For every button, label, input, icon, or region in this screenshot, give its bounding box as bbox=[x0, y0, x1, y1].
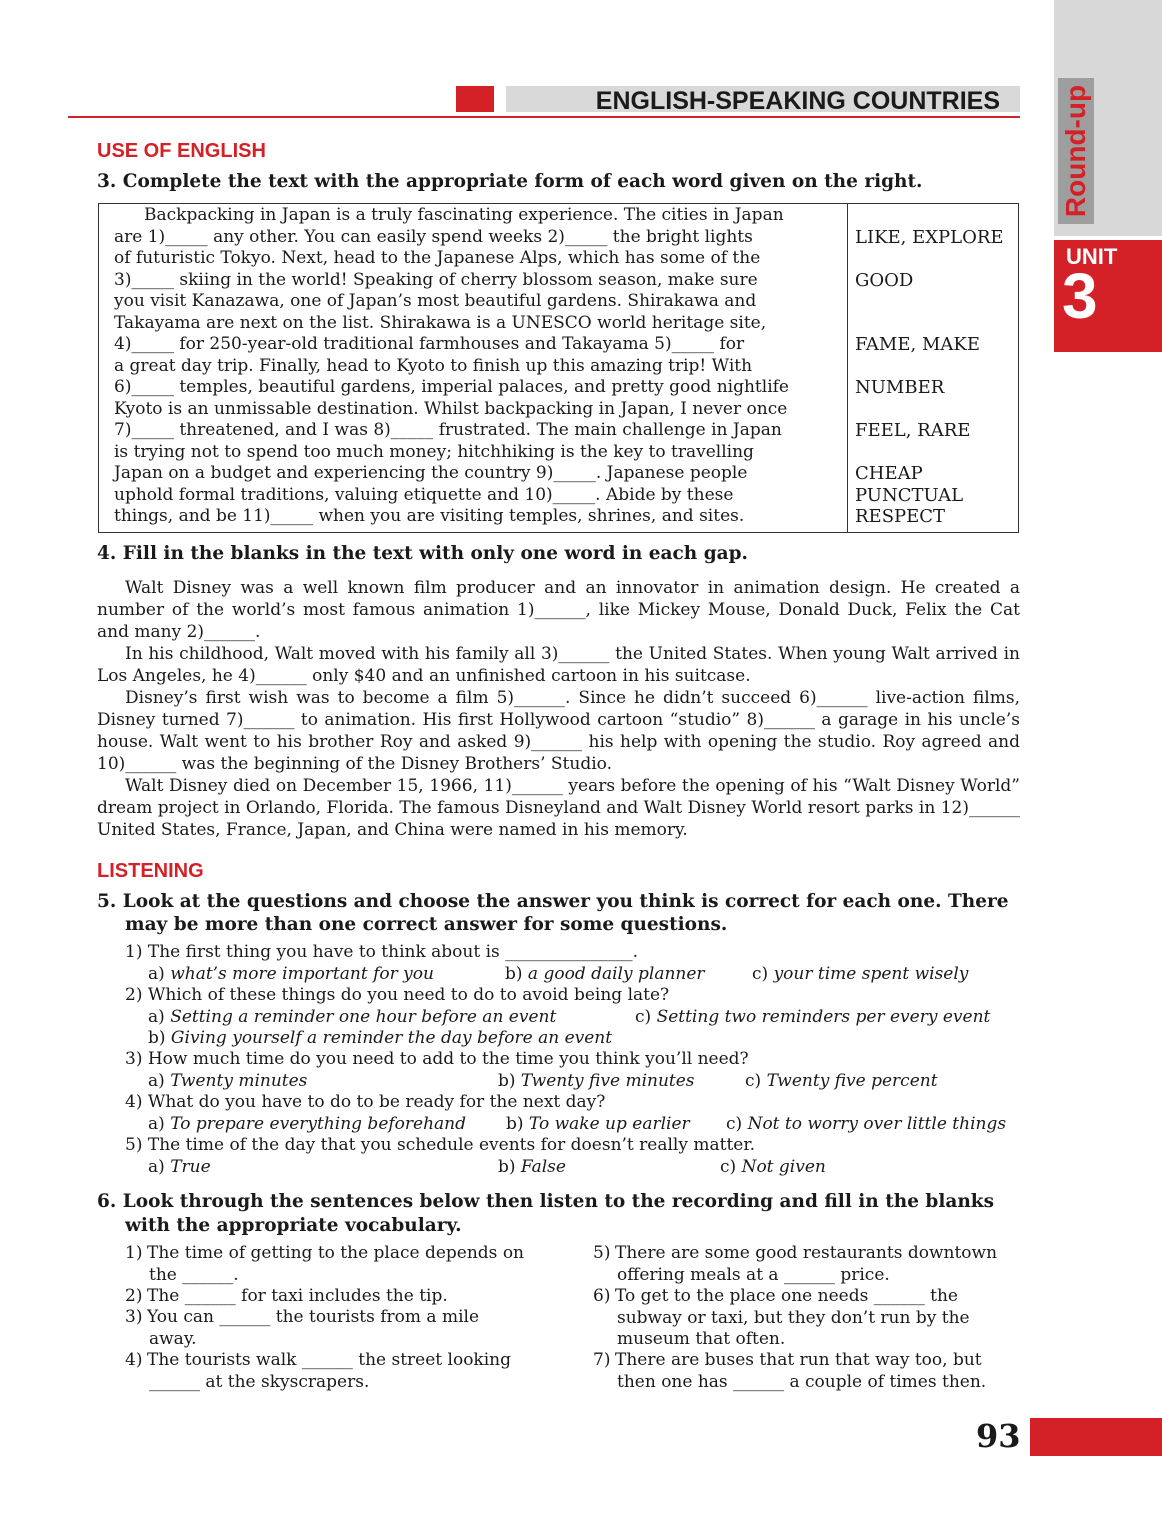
task5-option: b) False bbox=[498, 1157, 566, 1177]
header-rule bbox=[68, 116, 1020, 118]
task3-line: 7)_____ threatened, and I was 8)_____ frustrated. The main challenge in Japan bbox=[114, 420, 782, 440]
section-heading-listening: LISTENING bbox=[97, 860, 204, 882]
task5-instruction-line2: may be more than one correct answer for some questions. bbox=[125, 914, 728, 935]
task5-option: a) Twenty minutes bbox=[148, 1071, 308, 1091]
task3-table-divider bbox=[847, 203, 848, 533]
task6-instruction-line1: 6. Look through the sentences below then listen to the recording and fill in the blanks bbox=[97, 1191, 995, 1212]
task5-question: 2) Which of these things do you need to do to avoid being late? bbox=[125, 985, 670, 1005]
task3-line: Kyoto is an unmissable destination. Whilst backpacking in Japan, I never once bbox=[114, 398, 788, 419]
task5-option: c) your time spent wisely bbox=[752, 964, 969, 984]
task3-cue: RESPECT bbox=[855, 506, 946, 527]
task4-paragraph: Disney’s first wish was to become a film 5)______. Since he didn’t succeed 6)______ live-action films, Disney turned 7)______ to animation. His first Hollywood cartoon “studio” 8)______ a garage in his uncle’s house. Walt went to his brother Roy and asked 9)______ his help with opening the studio. Roy agreed and 10)______ was the beginning of the Disney Brothers’ Studio. bbox=[97, 688, 1020, 774]
task5-question: 5) The time of the day that you schedule events for doesn’t really matter. bbox=[125, 1135, 756, 1155]
task5-option: c) Not to worry over little things bbox=[726, 1114, 1007, 1134]
task5-option: a) Setting a reminder one hour before an event bbox=[148, 1007, 557, 1027]
task5-instruction-line1: 5. Look at the questions and choose the answer you think is correct for each one. There bbox=[97, 891, 1009, 912]
task5-option: b) To wake up earlier bbox=[506, 1114, 690, 1134]
roundup-label-wrap bbox=[1058, 78, 1094, 224]
task3-cue: LIKE, EXPLORE bbox=[855, 227, 1004, 248]
task4-instruction: 4. Fill in the blanks in the text with only one word in each gap. bbox=[97, 543, 748, 564]
task5-option: b) Giving yourself a reminder the day before an event bbox=[148, 1028, 613, 1048]
task3-cue: FAME, MAKE bbox=[855, 334, 980, 355]
task5-option: a) True bbox=[148, 1157, 211, 1177]
task3-line: is trying not to spend too much money; hitchhiking is the key to travelling bbox=[114, 441, 754, 462]
task5-question: 3) How much time do you need to add to the time you think you’ll need? bbox=[125, 1049, 749, 1069]
task5-option: a) what’s more important for you bbox=[148, 964, 434, 984]
task5-option: c) Not given bbox=[720, 1157, 826, 1177]
task3-line: are 1)_____ any other. You can easily spend weeks 2)_____ the bright lights bbox=[114, 226, 753, 247]
task6-sentence: 5) There are some good restaurants downtown offering meals at a ______ price. bbox=[593, 1243, 998, 1285]
task3-cue: PUNCTUAL bbox=[855, 485, 964, 506]
task3-instruction: 3. Complete the text with the appropriate form of each word given on the right. bbox=[97, 171, 923, 192]
task3-cue: FEEL, RARE bbox=[855, 420, 971, 441]
task6-sentence: 2) The ______ for taxi includes the tip. bbox=[125, 1286, 448, 1306]
task4-paragraph: Walt Disney was a well known film producer and an innovator in animation design. He created a number of the world’s most famous animation 1)______, like Mickey Mouse, Donald Duck, Felix the Cat and many 2)______. bbox=[97, 578, 1020, 642]
task5-question: 4) What do you have to do to be ready for the next day? bbox=[125, 1092, 606, 1112]
task5-option: c) Twenty five percent bbox=[745, 1071, 938, 1091]
task6-sentence: 4) The tourists walk ______ the street looking ______ at the skyscrapers. bbox=[125, 1350, 512, 1392]
header-red-block bbox=[456, 86, 494, 112]
page-number-bar bbox=[1030, 1418, 1162, 1456]
task3-line: a great day trip. Finally, head to Kyoto to finish up this amazing trip! With bbox=[114, 355, 753, 376]
page-title: ENGLISH-SPEAKING COUNTRIES bbox=[595, 87, 1000, 115]
task3-cue: GOOD bbox=[855, 270, 914, 291]
unit-label: UNIT bbox=[1066, 244, 1118, 269]
task5-question: 1) The first thing you have to think about is _______________. bbox=[125, 942, 639, 962]
page-number: 93 bbox=[976, 1417, 1021, 1455]
task3-line: Backpacking in Japan is a truly fascinating experience. The cities in Japan bbox=[144, 205, 784, 225]
task3-text bbox=[114, 205, 830, 528]
task6-sentence: 3) You can ______ the tourists from a mile away. bbox=[125, 1307, 480, 1349]
task3-line: of futuristic Tokyo. Next, head to the Japanese Alps, which has some of the bbox=[114, 248, 761, 268]
task3-line: uphold formal traditions, valuing etiquette and 10)_____. Abide by these bbox=[114, 484, 734, 505]
task3-line: you visit Kanazawa, one of Japan’s most beautiful gardens. Shirakawa and bbox=[114, 291, 757, 311]
task3-line: Takayama are next on the list. Shirakawa is a UNESCO world heritage site, bbox=[114, 312, 767, 333]
section-heading-use-of-english: USE OF ENGLISH bbox=[97, 140, 266, 162]
task6-sentence: 7) There are buses that run that way too, but then one has ______ a couple of times then. bbox=[593, 1350, 987, 1392]
task3-line: Japan on a budget and experiencing the country 9)_____. Japanese people bbox=[114, 463, 748, 483]
task6-instruction-line2: with the appropriate vocabulary. bbox=[125, 1215, 462, 1236]
task5-option: c) Setting two reminders per every event bbox=[635, 1007, 991, 1027]
task3-line: 3)_____ skiing in the world! Speaking of cherry blossom season, make sure bbox=[114, 269, 758, 290]
task4-paragraph: In his childhood, Walt moved with his family all 3)______ the United States. When young Walt arrived in Los Angeles, he 4)______ only $40 and an unfinished cartoon in his suitcase. bbox=[97, 644, 1020, 686]
task6-sentence: 1) The time of getting to the place depends on the ______. bbox=[125, 1243, 524, 1285]
task5-option: a) To prepare everything beforehand bbox=[148, 1114, 467, 1134]
task5-option: b) a good daily planner bbox=[505, 964, 705, 984]
roundup-label: Round-up bbox=[1060, 84, 1092, 218]
task5-option: b) Twenty five minutes bbox=[498, 1071, 695, 1091]
task3-cue: NUMBER bbox=[855, 377, 945, 398]
task3-line: 6)_____ temples, beautiful gardens, imperial palaces, and pretty good nightlife bbox=[114, 377, 789, 397]
task3-cue: CHEAP bbox=[855, 463, 923, 484]
task3-line: things, and be 11)_____ when you are visiting temples, shrines, and sites. bbox=[114, 506, 745, 526]
unit-number: 3 bbox=[1062, 260, 1098, 332]
task3-line: 4)_____ for 250-year-old traditional farmhouses and Takayama 5)_____ for bbox=[114, 334, 745, 354]
task6-sentence: 6) To get to the place one needs ______ the subway or taxi, but they don’t run by the museum that often. bbox=[593, 1286, 970, 1349]
task4-paragraph: Walt Disney died on December 15, 1966, 11)______ years before the opening of his “Walt Disney World” dream project in Orlando, Florida. The famous Disneyland and Walt Disney World resort parks in 12)______ United States, France, Japan, and China were named in his memory. bbox=[97, 776, 1020, 840]
task4-text bbox=[97, 577, 1020, 841]
